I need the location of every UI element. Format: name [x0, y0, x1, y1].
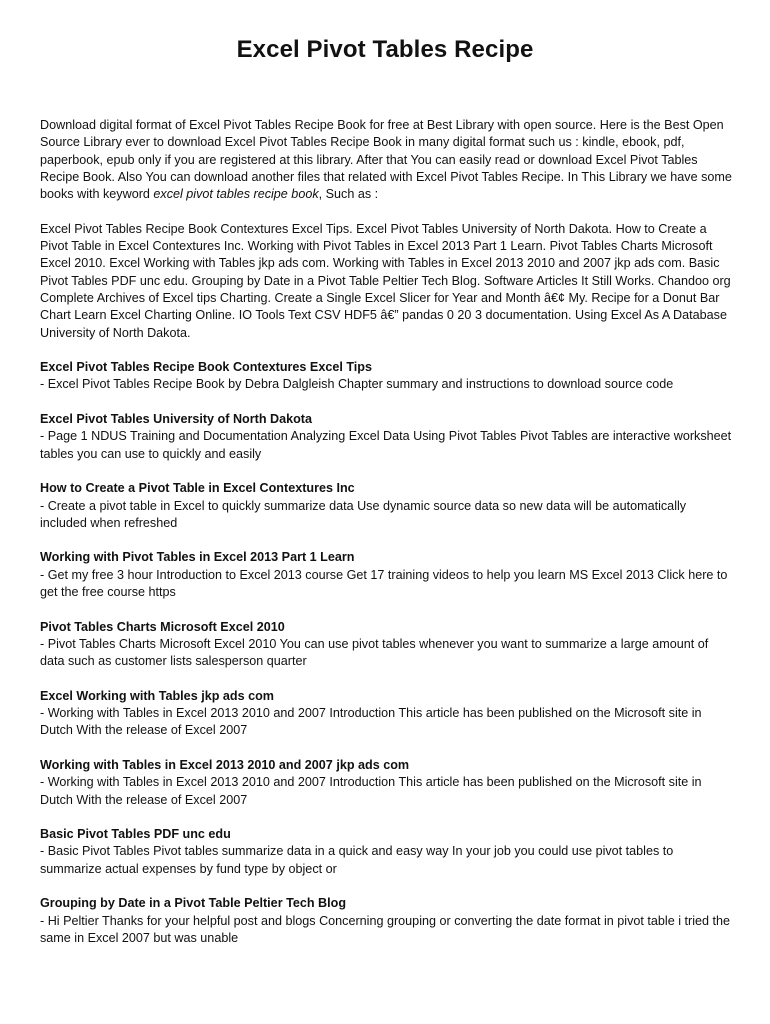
- intro-paragraph: [40, 117, 732, 203]
- list-item: [40, 757, 732, 809]
- intro-keyword: excel pivot tables recipe book: [153, 187, 319, 202]
- list-item: [40, 359, 732, 394]
- list-item: [40, 549, 732, 601]
- list-item: [40, 480, 732, 532]
- entry-description: - Page 1 NDUS Training and Documentation Analyzing Excel Data Using Pivot Tables Pivot Tables are interactive worksheet tables you can use to quickly and easily: [40, 429, 732, 461]
- entry-title: Working with Pivot Tables in Excel 2013 Part 1 Learn: [40, 550, 355, 565]
- entry-title: Excel Working with Tables jkp ads com: [40, 688, 274, 703]
- entry-title: Excel Pivot Tables University of North Dakota: [40, 412, 313, 427]
- entry-title: Excel Pivot Tables Recipe Book Contextures Excel Tips: [40, 360, 372, 375]
- entry-title: Basic Pivot Tables PDF unc edu: [40, 827, 231, 842]
- entry-title: How to Create a Pivot Table in Excel Contextures Inc: [40, 481, 355, 496]
- entry-description: - Create a pivot table in Excel to quickly summarize data Use dynamic source data so new data will be automatically included when refreshed: [40, 498, 687, 530]
- entry-description: - Working with Tables in Excel 2013 2010 and 2007 Introduction This article has been published on the Microsoft site in Dutch With the release of Excel 2007: [40, 706, 702, 738]
- entry-description: - Excel Pivot Tables Recipe Book by Debra Dalgleish Chapter summary and instructions to download source code: [40, 377, 674, 392]
- entry-description: - Basic Pivot Tables Pivot tables summarize data in a quick and easy way In your job you could use pivot tables to summarize actual expenses by fund type by object or: [40, 844, 674, 876]
- list-item: [40, 619, 732, 671]
- summary-paragraph: Excel Pivot Tables Recipe Book Contextures Excel Tips. Excel Pivot Tables University of North Dakota. How to Create a Pivot Table in Excel Contextures Inc. Working with Pivot Tables in Excel 2013 Part 1 Learn. Pivot Tables Charts Microsoft Excel 2010. Excel Working with Tables jkp ads com. Working with Tables in Excel 2013 2010 and 2007 jkp ads com. Basic Pivot Tables PDF unc edu. Grouping by Date in a Pivot Table Peltier Tech Blog. Software Articles It Still Works. Chandoo org Complete Archives of Excel tips Charting. Create a Single Excel Slicer for Year and Month â€¢ My. Recipe for a Donut Bar Chart Learn Excel Charting Online. IO Tools Text CSV HDF5 â€” pandas 0 20 3 documentation. Using Excel As A Database University of North Dakota.: [40, 221, 731, 340]
- list-item: [40, 688, 732, 740]
- entry-title: Pivot Tables Charts Microsoft Excel 2010: [40, 619, 285, 634]
- list-item: [40, 895, 732, 947]
- list-item: [40, 411, 732, 463]
- intro-suffix: , Such as :: [318, 187, 379, 202]
- page-title: Excel Pivot Tables Recipe: [236, 36, 534, 63]
- entry-list: [40, 359, 732, 947]
- entry-title: Grouping by Date in a Pivot Table Peltier Tech Blog: [40, 896, 347, 911]
- entry-description: - Get my free 3 hour Introduction to Excel 2013 course Get 17 training videos to help you learn MS Excel 2013 Click here to get the free course https: [40, 567, 728, 600]
- entry-description: - Pivot Tables Charts Microsoft Excel 2010 You can use pivot tables whenever you want to summarize a large amount of data such as customer lists salesperson quarter: [40, 636, 709, 669]
- intro-text: Download digital format of Excel Pivot Tables Recipe Book for free at Best Library with open source. Here is the Best Open Source Library ever to download Excel Pivot Tables Recipe Book in many digital format such us : kindle, ebook, pdf, paperbook, epub only if you are registered at this library. After that You can easily read or download Excel Pivot Tables Recipe Book. Also You can download another files that related with Excel Pivot Tables Recipe. In This Library we have some books with keyword: [40, 118, 732, 202]
- entry-description: - Hi Peltier Thanks for your helpful post and blogs Concerning grouping or converting the date format in pivot table i tried the same in Excel 2007 but was unable: [40, 913, 731, 945]
- entry-description: - Working with Tables in Excel 2013 2010 and 2007 Introduction This article has been published on the Microsoft site in Dutch With the release of Excel 2007: [40, 775, 702, 807]
- document-body: [40, 117, 732, 965]
- list-item: [40, 826, 732, 878]
- entry-title: Working with Tables in Excel 2013 2010 and 2007 jkp ads com: [40, 757, 410, 772]
